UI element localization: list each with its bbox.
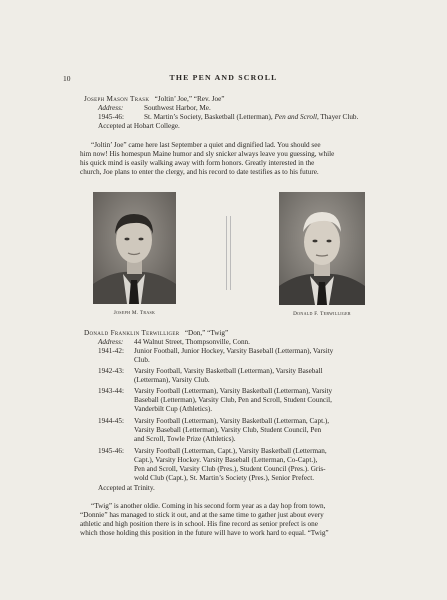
year-row-cont: Capt.), Varsity Hockey. Varsity Baseball (Letterman, Co-Capt.), <box>134 456 318 464</box>
terwilliger-para-line: which those holding this position in the future will have to work hard to equal. “Twig” <box>80 529 329 537</box>
trask-accepted: Accepted at Hobart College. <box>98 122 180 130</box>
year-row-cont: and Scroll, Towle Prize (Athletics). <box>134 435 236 443</box>
trask-heading <box>84 95 224 104</box>
terwilliger-name: Donald Franklin Terwilliger <box>84 329 180 337</box>
terwilliger-para-line: athletic and high position there is in school. His fine record as senior prefect is one <box>80 520 318 528</box>
trask-para-line: church, Joe plans to enter the clergy, and his record to date testifies as to his future. <box>80 168 319 176</box>
terwilliger-accepted: Accepted at Trinity. <box>98 484 155 492</box>
trask-address-label: Address: <box>98 104 124 112</box>
trask-para-line: his quick mind is easily walking away with form honors. Greatly interested in the <box>80 159 315 167</box>
trask-caption: Joseph M. Trask <box>113 310 156 316</box>
trask-activities-c: , Thayer Club. <box>316 113 359 121</box>
terwilliger-heading <box>84 329 228 338</box>
trask-name: Joseph Mason Trask <box>84 95 150 103</box>
terwilliger-caption: Donald F. Terwilliger <box>293 311 351 317</box>
trask-address: Southwest Harbor, Me. <box>144 104 211 112</box>
terwilliger-address-label: Address: <box>98 338 124 346</box>
year-row-cont: Baseball (Letterman), Varsity Club, Pen and Scroll, Student Council, <box>134 396 332 404</box>
trask-activities-a: St. Martin’s Society, Basketball (Letterman), <box>144 113 275 121</box>
terwilliger-portrait <box>279 192 365 305</box>
page-number: 10 <box>63 74 71 83</box>
year-row-cont: Varsity Baseball (Letterman), Varsity Club, Student Council, Pen <box>134 426 322 434</box>
trask-activities-b: Pen and Scroll <box>274 113 317 121</box>
trask-nicknames: “Joltin’ Joe,” “Rev. Joe” <box>154 95 225 103</box>
year-row: 1945-46: Varsity Football (Letterman, Capt.), Varsity Basketball (Letterman, <box>98 447 327 455</box>
trask-activities-row <box>98 113 358 122</box>
year-row-cont: Club. <box>134 356 150 364</box>
trask-para-line: him now! His homespun Maine humor and sly snicker always leave you guessing, while <box>80 150 335 158</box>
terwilliger-para-line: “Donnie” has managed to stick it out, and at the same time to gather just about every <box>80 511 324 519</box>
terwilliger-nicknames: “Don,” “Twig” <box>184 329 229 337</box>
trask-address-row <box>98 104 211 113</box>
terwilliger-address-row <box>98 338 250 347</box>
year-row-cont: Pen and Scroll, Varsity Club (Pres.), Student Council (Pres.). Gris- <box>134 465 326 473</box>
photo-divider <box>226 216 231 290</box>
trask-para-line: “Joltin’ Joe” came here last September a quiet and dignified lad. You should see <box>91 141 321 149</box>
page-title: THE PEN AND SCROLL <box>169 73 278 82</box>
year-row: 1942-43: Varsity Football, Varsity Basketball (Letterman), Varsity Baseball <box>98 367 323 375</box>
trask-year: 1945-46: <box>98 113 124 121</box>
year-row: 1941-42: Junior Football, Junior Hockey, Varsity Baseball (Letterman), Varsity <box>98 347 334 355</box>
trask-portrait <box>93 192 176 304</box>
year-row: 1944-45: Varsity Football (Letterman), Varsity Basketball (Letterman, Capt.), <box>98 417 330 425</box>
year-row: 1943-44: Varsity Football (Letterman), Varsity Basketball (Letterman), Varsity <box>98 387 333 395</box>
year-row-cont: Vanderbilt Cup (Athletics). <box>134 405 213 413</box>
year-row-cont: wold Club (Capt.), St. Martin’s Society (Pres.), Senior Prefect. <box>134 474 315 482</box>
terwilliger-address: 44 Walnut Street, Thompsonville, Conn. <box>134 338 250 346</box>
terwilliger-para-line: “Twig” is another oldie. Coming in his second form year as a day hop from town, <box>91 502 326 510</box>
year-row-cont: (Letterman), Varsity Club. <box>134 376 210 384</box>
